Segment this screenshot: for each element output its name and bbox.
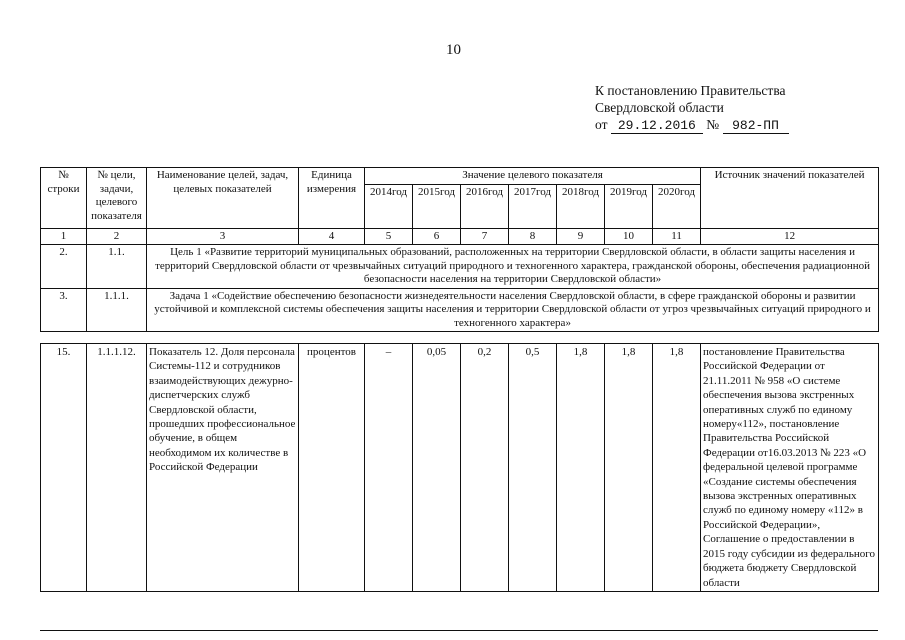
indicator-row-table [40,343,879,592]
row-number: 15. [41,344,87,592]
indicator-name: Показатель 12. Доля персонала Системы-112 и сотрудников взаимодействующих дежурно-диспетчерских служб Свердловской области, прошедших профессиональное обучение, в общем необходимом их количестве в Российской Федерации [147,344,299,592]
header-year: 2016год [461,184,509,228]
row-number: 3. [41,288,87,332]
header-year: 2020год [653,184,701,228]
header-source: Источник значений показателей [701,168,879,229]
column-number: 6 [413,228,461,245]
column-number: 9 [557,228,605,245]
column-number: 7 [461,228,509,245]
value-2020: 1,8 [653,344,701,592]
indicators-table [40,167,879,332]
goal-text: Цель 1 «Развитие территорий муниципальных образований, расположенных на территории Свердловской области, в области защиты населения и территорий Свердловской области от чрезвычайных ситуаций природного и техногенного характера, гражданской обороны, обеспечения радиационной безопасности населения на территории Свердловской области» [147,245,879,289]
header-year: 2015год [413,184,461,228]
column-number: 10 [605,228,653,245]
from-label: от [595,117,608,132]
row-code: 1.1.1. [87,288,147,332]
document-number: 982-ПП [723,118,789,134]
page-number: 10 [446,42,461,58]
value-2017: 0,5 [509,344,557,592]
indicator-unit: процентов [299,344,365,592]
header-unit: Единица измерения [299,168,365,229]
header-year: 2017год [509,184,557,228]
document-header [595,82,895,134]
row-code: 1.1. [87,245,147,289]
page-bottom-rule [40,630,878,633]
table-row [41,288,879,332]
header-line-1: К постановлению Правительства [595,83,786,98]
header-goal-number: № цели, задачи, целевого показателя [87,168,147,229]
number-label: № [706,117,720,132]
column-number: 5 [365,228,413,245]
row-code: 1.1.1.12. [87,344,147,592]
column-number: 1 [41,228,87,245]
column-number: 11 [653,228,701,245]
indicator-source: постановление Правительства Российской Федерации от 21.11.2011 № 958 «О системе обеспечения вызова экстренных оперативных служб по единому номеру«112», постановление Правительства Российской Федерации от16.03.2013 № 223 «О федеральной целевой программе «Создание системы обеспечения вызова экстренных оперативных служб по единому номеру «112» в Российской Федерации», Соглашение о предоставлении в 2015 году субсидии из федерального бюджета бюджету Свердловской области [701,344,879,592]
header-line-2: Свердловской области [595,100,724,115]
header-row-number: № строки [41,168,87,229]
value-2016: 0,2 [461,344,509,592]
header-name: Наименование целей, задач, целевых показателей [147,168,299,229]
row-number: 2. [41,245,87,289]
column-number: 2 [87,228,147,245]
header-year: 2018год [557,184,605,228]
value-2014: – [365,344,413,592]
header-line-3 [595,116,895,134]
value-2015: 0,05 [413,344,461,592]
column-number: 3 [147,228,299,245]
header-values: Значение целевого показателя [365,168,701,185]
column-number: 4 [299,228,365,245]
value-2019: 1,8 [605,344,653,592]
column-number: 12 [701,228,879,245]
column-number: 8 [509,228,557,245]
header-year: 2019год [605,184,653,228]
header-year: 2014год [365,184,413,228]
table-row [41,245,879,289]
value-2018: 1,8 [557,344,605,592]
document-date: 29.12.2016 [611,118,703,134]
task-text: Задача 1 «Содействие обеспечению безопасности жизнедеятельности населения Свердловской области, в сфере гражданской обороны и развитии устойчивой и комплексной системы обеспечения защиты населения и территории Свердловской области от угроз чрезвычайных ситуаций природного и техногенного характера» [147,288,879,332]
table-row [41,344,879,592]
